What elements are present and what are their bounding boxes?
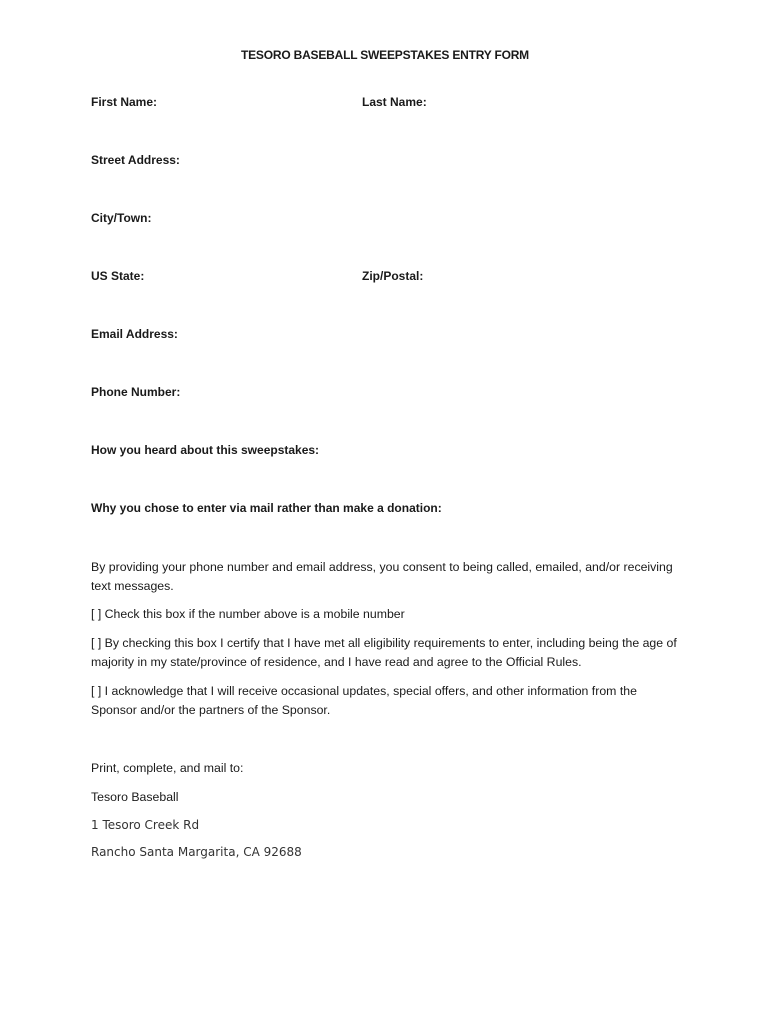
- consent-text: By providing your phone number and email address, you consent to being called, emailed, and/or receiving text messages.: [91, 560, 673, 593]
- why-mail-label: Why you chose to enter via mail rather than make a donation:: [91, 501, 442, 515]
- street-address-label: Street Address:: [91, 153, 180, 167]
- city-town-label: City/Town:: [91, 211, 152, 225]
- mail-city-state-zip: Rancho Santa Margarita, CA 92688: [91, 845, 302, 859]
- mail-street-address: 1 Tesoro Creek Rd: [91, 818, 200, 832]
- mail-instruction: Print, complete, and mail to:: [91, 761, 244, 775]
- eligibility-checkbox[interactable]: [ ] By checking this box I certify that I have met all eligibility requirements to enter, including being the age of majority in my state/province of residence, and I have read and agree to the Official Rules.: [91, 636, 677, 669]
- zip-postal-label: Zip/Postal:: [362, 269, 424, 283]
- mobile-number-checkbox[interactable]: [ ] Check this box if the number above is a mobile number: [91, 607, 405, 621]
- updates-acknowledge-checkbox[interactable]: [ ] I acknowledge that I will receive occasional updates, special offers, and other information from the Sponsor and/or the partners of the Sponsor.: [91, 684, 637, 717]
- form-title: TESORO BASEBALL SWEEPSTAKES ENTRY FORM: [241, 48, 529, 62]
- email-address-label: Email Address:: [91, 327, 178, 341]
- last-name-label: Last Name:: [362, 95, 427, 109]
- us-state-label: US State:: [91, 269, 145, 283]
- how-heard-label: How you heard about this sweepstakes:: [91, 443, 320, 457]
- first-name-label: First Name:: [91, 95, 158, 109]
- phone-number-label: Phone Number:: [91, 385, 181, 399]
- mail-recipient-name: Tesoro Baseball: [91, 790, 179, 804]
